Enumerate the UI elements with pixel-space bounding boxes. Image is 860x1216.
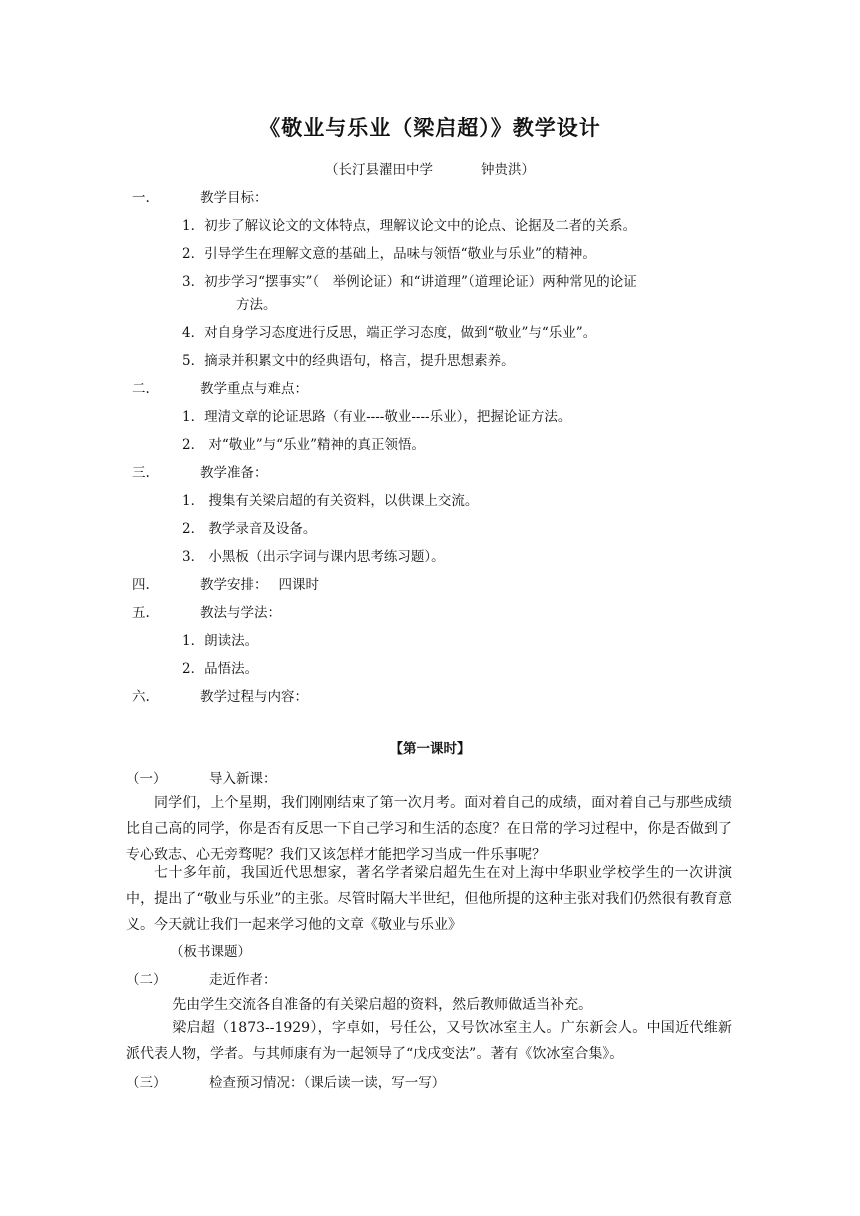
list-item: 2． 教学录音及设备。 xyxy=(182,521,317,537)
author-school: （长汀县濯田中学 xyxy=(325,162,433,178)
list-item: 1．朗读法。 xyxy=(182,633,259,649)
section-number: 六. xyxy=(132,689,150,705)
paragraph: 先由学生交流各自准备的有关梁启超的资料，然后教师做适当补充。 xyxy=(172,997,593,1013)
section-title: 教学重点与难点： xyxy=(200,381,308,397)
list-item: 3．初步学习“摆事实”（ 举例论证）和“讲道理”（道理论证）两种常见的论证 xyxy=(182,274,637,290)
list-item: 2．引导学生在理解文意的基础上，品味与领悟“敬业与乐业”的精神。 xyxy=(182,246,596,262)
section-number: 一. xyxy=(132,190,150,206)
paragraph: 同学们，上个星期，我们刚刚结束了第一次月考。面对着自己的成绩，面对着自己与那些成绩比自己高的同学，你是否有反思一下自己学习和生活的态度？在日常的学习过程中，你是否做到了专心致志、心无旁骛呢？我们又该怎样才能把学习当成一件乐事呢？ xyxy=(126,795,732,863)
list-item: 1． 搜集有关梁启超的有关资料，以供课上交流。 xyxy=(182,493,479,509)
section-number: 二. xyxy=(132,381,150,397)
section-title: 教学过程与内容： xyxy=(200,689,308,705)
section-number: 四. xyxy=(132,577,150,593)
part-number: （三） xyxy=(126,1075,167,1091)
section-number: 五. xyxy=(132,605,150,621)
board-note: （板书课题） xyxy=(170,944,251,960)
lesson-heading: 【第一课时】 xyxy=(389,741,471,757)
list-item-continuation: 方法。 xyxy=(236,297,277,313)
list-item: 2．品悟法。 xyxy=(182,661,259,677)
section-title: 教学目标： xyxy=(200,190,268,206)
list-item: 1．初步了解议论文的文体特点，理解议论文中的论点、论据及二者的关系。 xyxy=(182,218,637,234)
author-name: 钟贵洪） xyxy=(481,162,535,178)
section-number: 三. xyxy=(132,465,150,481)
paragraph: 梁启超（1873--1929），字卓如，号任公，又号饮冰室主人。广东新会人。中国近代维新派代表人物，学者。与其师康有为一起领导了“戊戌变法”。著有《饮冰室合集》。 xyxy=(126,1020,732,1062)
part-title: 导入新课： xyxy=(209,771,277,787)
section-title: 教学准备： xyxy=(200,465,268,481)
part-title: 检查预习情况：（课后读一读，写一写） xyxy=(209,1075,446,1091)
part-title: 走近作者： xyxy=(209,972,277,988)
list-item: 1．理清文章的论证思路（有业----敬业----乐业），把握论证方法。 xyxy=(182,409,572,425)
part-number: （一） xyxy=(126,771,167,787)
paragraph: 七十多年前，我国近代思想家，著名学者梁启超先生在对上海中华职业学校学生的一次讲演中，提出了“敬业与乐业”的主张。尽管时隔大半世纪，但他所提的这种主张对我们仍然很有教育意义。今天就让我们一起来学习他的文章《敬业与乐业》 xyxy=(126,865,732,933)
document-title: 《敬业与乐业（梁启超）》教学设计 xyxy=(259,115,601,140)
part-number: （二） xyxy=(126,972,167,988)
section-title: 教法与学法： xyxy=(200,605,281,621)
list-item: 2． 对“敬业”与“乐业”精神的真正领悟。 xyxy=(182,437,425,453)
list-item: 4．对自身学习态度进行反思，端正学习态度，做到“敬业”与“乐业”。 xyxy=(182,325,597,341)
section-title: 教学安排： 四课时 xyxy=(200,577,320,593)
list-item: 3． 小黑板（出示字词与课内思考练习题）。 xyxy=(182,549,445,565)
list-item: 5．摘录并积累文中的经典语句，格言，提升思想素养。 xyxy=(182,353,515,369)
author-line xyxy=(0,158,860,178)
